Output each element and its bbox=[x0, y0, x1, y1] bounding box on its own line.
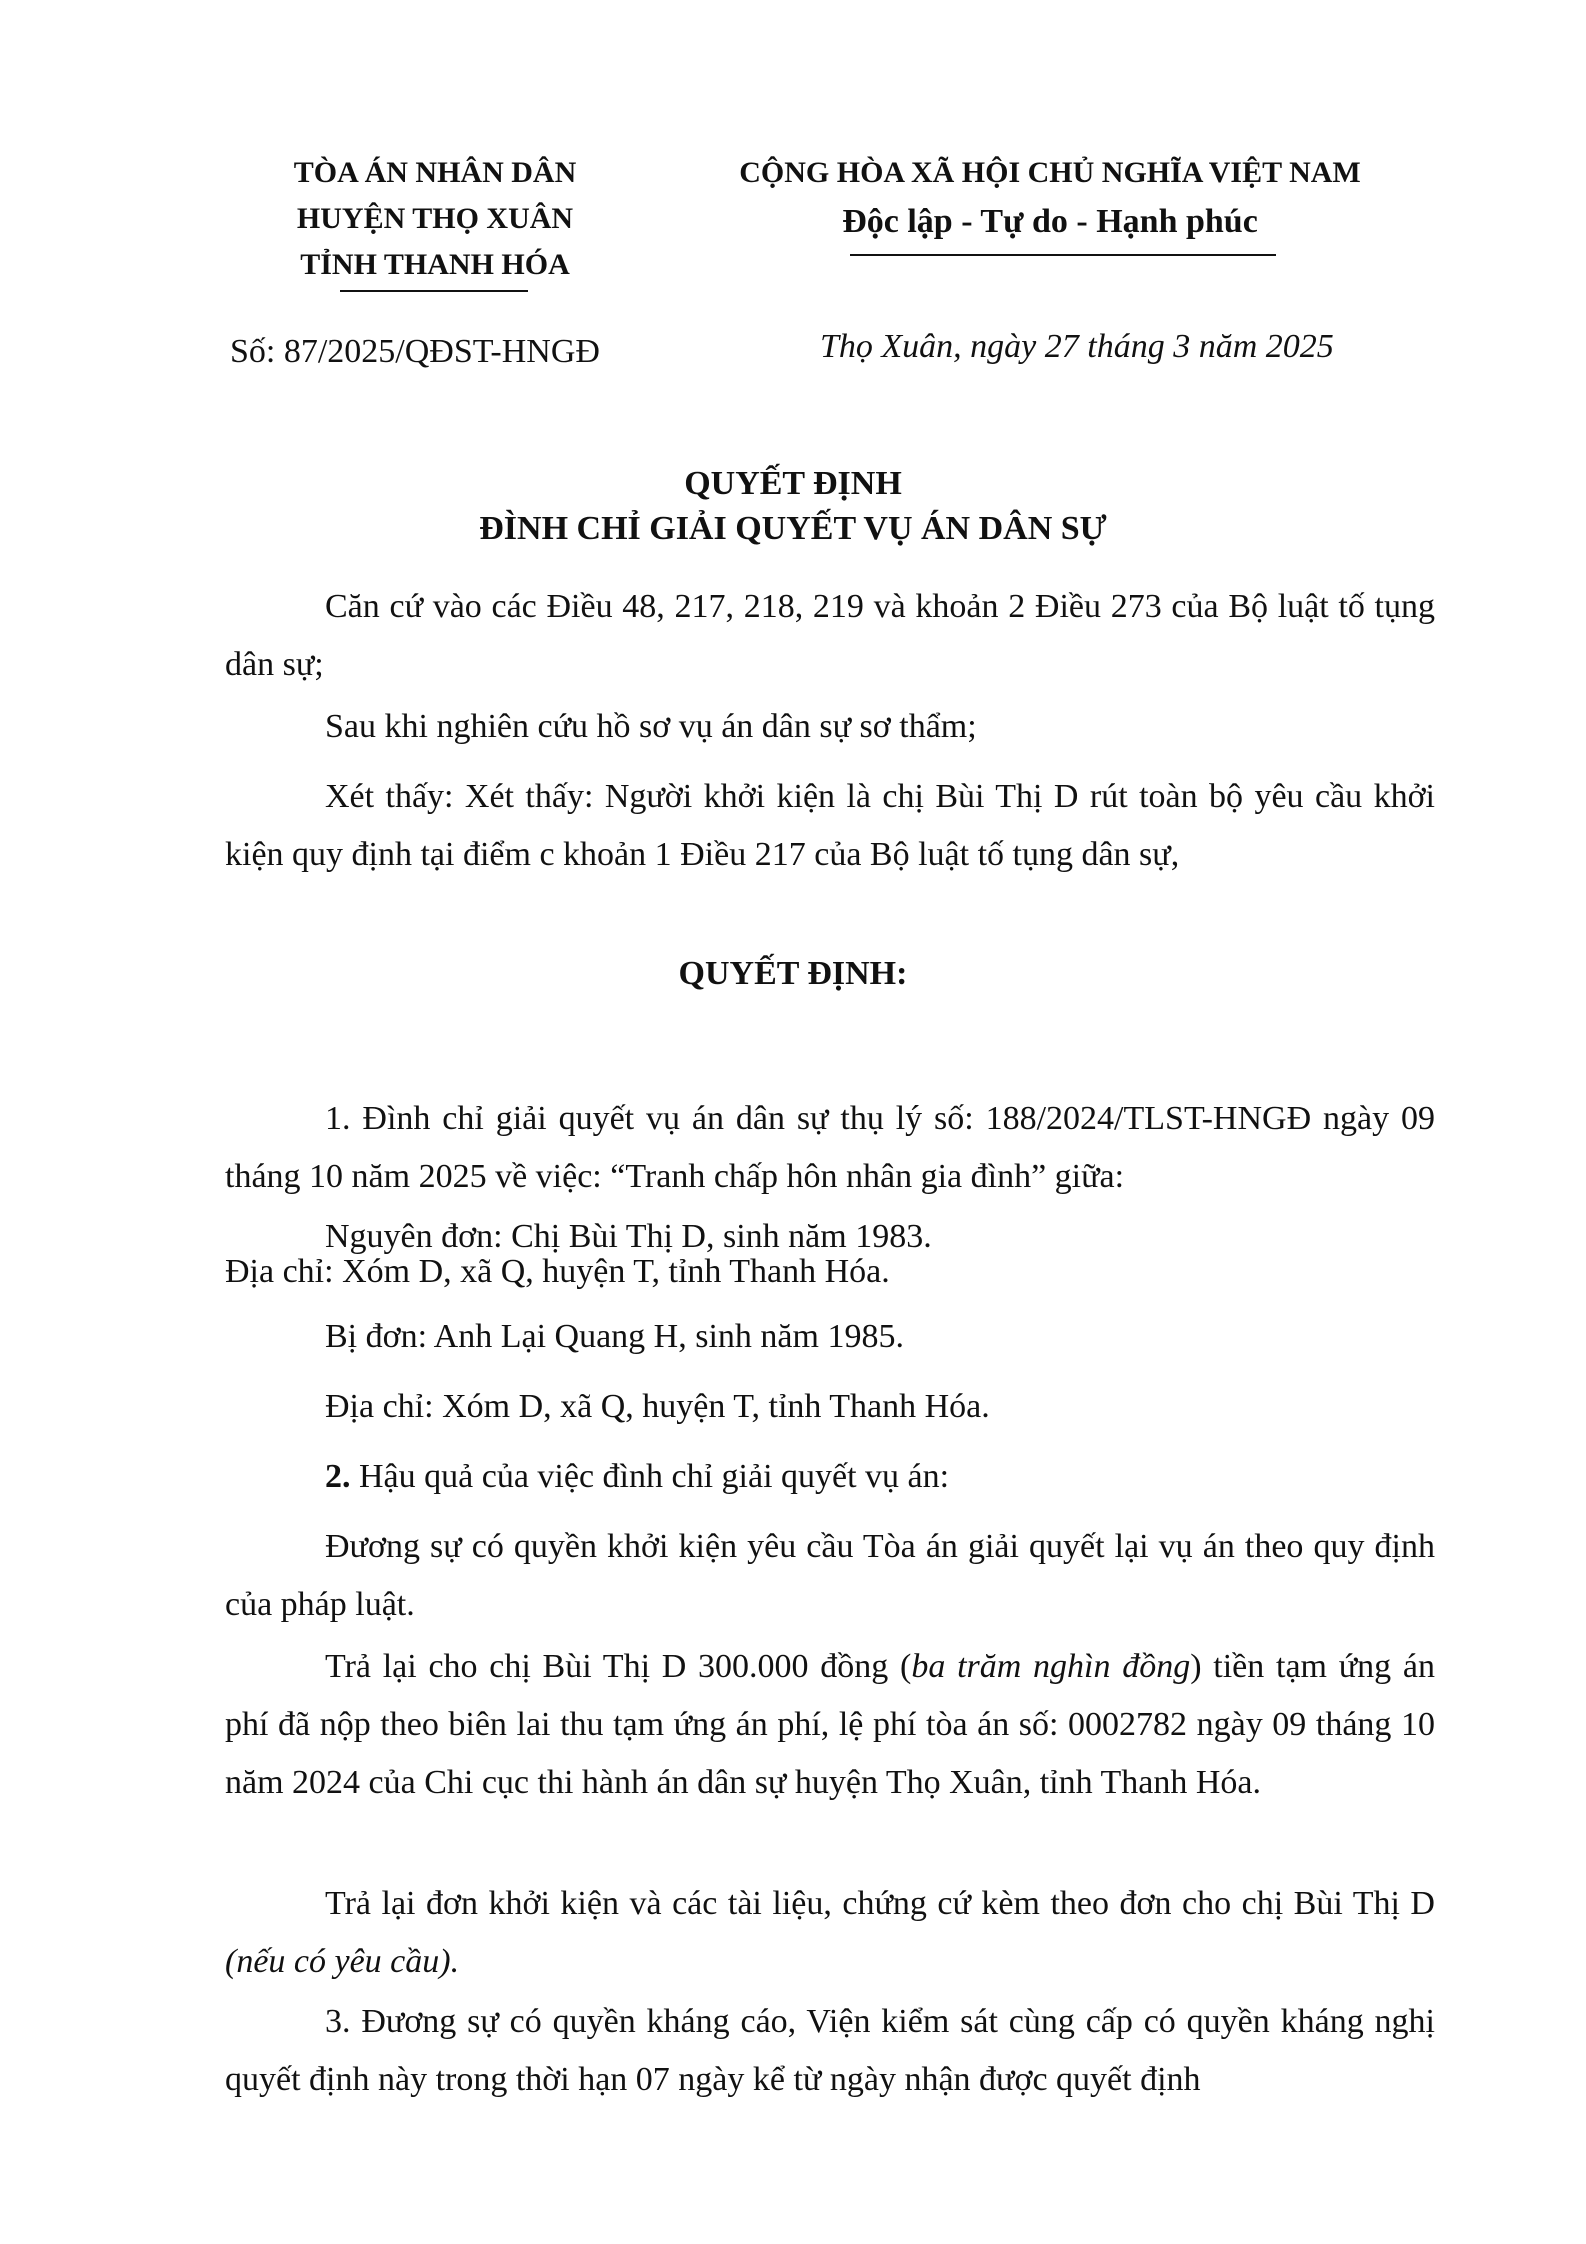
court-line-2: HUYỆN THỌ XUÂN bbox=[296, 202, 574, 235]
return-docs-note: (nếu có yêu cầu). bbox=[225, 1943, 460, 1980]
return-documents-paragraph bbox=[225, 1875, 1435, 1991]
national-motto: Độc lập - Tự do - Hạnh phúc bbox=[842, 203, 1258, 240]
item-2-number: 2. bbox=[325, 1458, 351, 1495]
refund-amount-words: ba trăm nghìn đồng bbox=[911, 1648, 1191, 1685]
court-name-block bbox=[205, 150, 665, 288]
court-line-3: TỈNH THANH HÓA bbox=[300, 248, 570, 281]
decision-item-3: 3. Đương sự có quyền kháng cáo, Viện kiểm sát cùng cấp có quyền kháng nghị quyết định này trong thời hạn 07 ngày kể từ ngày nhận được quyết định bbox=[225, 2003, 1435, 2098]
consequence-paragraph: Đương sự có quyền khởi kiện yêu cầu Tòa án giải quyết lại vụ án theo quy định của pháp luật. bbox=[225, 1528, 1435, 1623]
preamble-review: Sau khi nghiên cứu hồ sơ vụ án dân sự sơ thẩm; bbox=[325, 708, 977, 745]
decision-item-2 bbox=[225, 1448, 1435, 1506]
plaintiff-line: Nguyên đơn: Chị Bùi Thị D, sinh năm 1983. bbox=[325, 1218, 932, 1255]
preamble-legal-basis: Căn cứ vào các Điều 48, 217, 218, 219 và khoản 2 Điều 273 của Bộ luật tố tụng dân sự; bbox=[225, 588, 1435, 683]
document-number: Số: 87/2025/QĐST-HNGĐ bbox=[230, 333, 600, 370]
decision-item-1: 1. Đình chỉ giải quyết vụ án dân sự thụ lý số: 188/2024/TLST-HNGĐ ngày 09 tháng 10 năm 2025 về việc: “Tranh chấp hôn nhân gia đình” giữa: bbox=[225, 1100, 1435, 1195]
court-underline bbox=[340, 290, 528, 292]
plaintiff-address: Địa chỉ: Xóm D, xã Q, huyện T, tỉnh Thanh Hóa. bbox=[225, 1253, 890, 1290]
item-2-text: Hậu quả của việc đình chỉ giải quyết vụ án: bbox=[350, 1458, 950, 1495]
refund-text-b: ) tiền tạm ứng án phí đã nộp theo biên lai thu tạm ứng án phí, lệ phí tòa án số: 0002782 ngày 09 tháng 10 năm 2024 của Chi cục thi hành án dân sự huyện Thọ Xuân, tỉnh Thanh Hóa. bbox=[225, 1648, 1435, 1801]
motto-underline bbox=[850, 254, 1276, 256]
document-subtitle: ĐÌNH CHỈ GIẢI QUYẾT VỤ ÁN DÂN SỰ bbox=[479, 510, 1107, 547]
place-date: Thọ Xuân, ngày 27 tháng 3 năm 2025 bbox=[820, 328, 1334, 365]
refund-paragraph bbox=[225, 1638, 1435, 1812]
refund-text-a: Trả lại cho chị Bùi Thị D 300.000 đồng ( bbox=[325, 1648, 912, 1685]
defendant-line: Bị đơn: Anh Lại Quang H, sinh năm 1985. bbox=[325, 1318, 904, 1355]
defendant-address: Địa chỉ: Xóm D, xã Q, huyện T, tỉnh Thanh Hóa. bbox=[325, 1388, 990, 1425]
national-title: CỘNG HÒA XÃ HỘI CHỦ NGHĨA VIỆT NAM bbox=[739, 156, 1361, 189]
national-title-block bbox=[680, 150, 1420, 248]
return-docs-text: Trả lại đơn khởi kiện và các tài liệu, chứng cứ kèm theo đơn cho chị Bùi Thị D bbox=[325, 1885, 1435, 1922]
document-title: QUYẾT ĐỊNH bbox=[684, 465, 902, 502]
court-line-1: TÒA ÁN NHÂN DÂN bbox=[293, 156, 577, 189]
decision-heading: QUYẾT ĐỊNH: bbox=[678, 955, 908, 992]
preamble-considering: Xét thấy: Xét thấy: Người khởi kiện là chị Bùi Thị D rút toàn bộ yêu cầu khởi kiện quy định tại điểm c khoản 1 Điều 217 của Bộ luật tố tụng dân sự, bbox=[225, 778, 1435, 873]
